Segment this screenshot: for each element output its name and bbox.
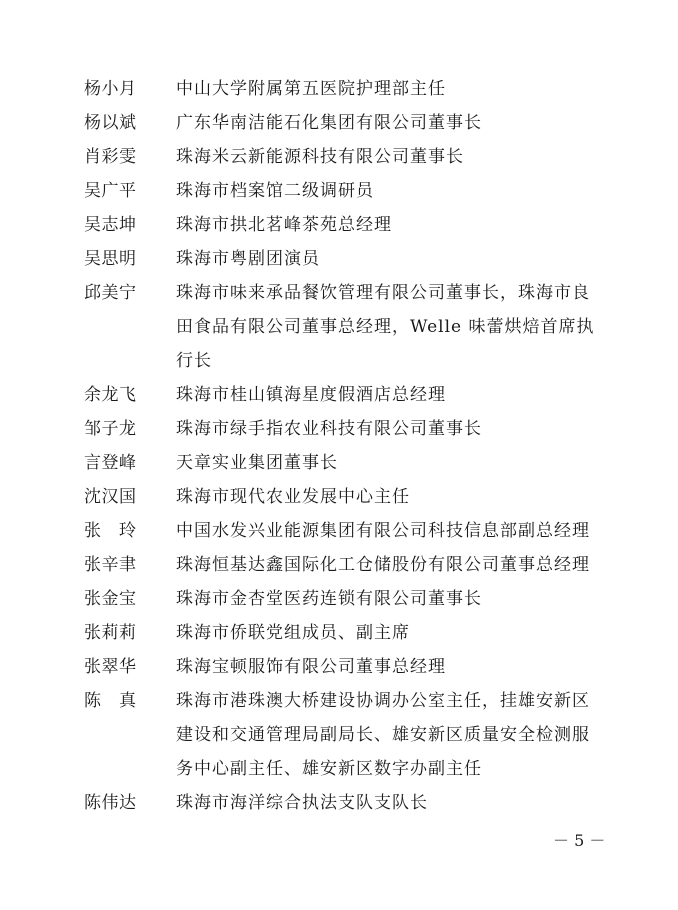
member-name: 邱美宁 — [84, 283, 137, 303]
member-name: 吴志坤 — [84, 215, 137, 235]
title-line: 珠海市粤剧团演员 — [176, 249, 320, 269]
member-name: 张 玲 — [84, 521, 137, 541]
member-name: 陈伟达 — [84, 793, 137, 813]
member-name: 张翠华 — [84, 657, 137, 677]
member-title — [176, 174, 596, 208]
title-line: 建设和交通管理局副局长、雄安新区质量安全检测服 — [176, 725, 590, 745]
title-line: 珠海市港珠澳大桥建设协调办公室主任，挂雄安新区 — [176, 691, 590, 711]
member-title — [176, 548, 596, 582]
title-line: 珠海恒基达鑫国际化工仓储股份有限公司董事总经理 — [176, 555, 590, 575]
member-title — [176, 582, 596, 616]
member-name: 陈 真 — [84, 691, 137, 711]
member-title — [176, 378, 596, 412]
member-title — [176, 72, 596, 106]
title-line: 珠海市侨联党组成员、副主席 — [176, 623, 410, 643]
member-title — [176, 276, 596, 378]
title-line: 珠海市金杏堂医药连锁有限公司董事长 — [176, 589, 482, 609]
title-line: 中山大学附属第五医院护理部主任 — [176, 79, 446, 99]
member-name: 张辛聿 — [84, 555, 137, 575]
member-title — [176, 208, 596, 242]
title-line: 珠海市海洋综合执法支队支队长 — [176, 793, 428, 813]
title-line: 行长 — [176, 351, 212, 371]
member-title — [176, 786, 596, 820]
title-line: 广东华南洁能石化集团有限公司董事长 — [176, 113, 482, 133]
member-name: 张金宝 — [84, 589, 137, 609]
title-line: 珠海市档案馆二级调研员 — [176, 181, 374, 201]
member-title — [176, 412, 596, 446]
member-name: 沈汉国 — [84, 487, 137, 507]
member-name: 吴思明 — [84, 249, 137, 269]
title-line: 田食品有限公司董事总经理，Welle 味蕾烘焙首席执 — [176, 317, 595, 337]
title-line: 珠海市绿手指农业科技有限公司董事长 — [176, 419, 482, 439]
member-name: 肖彩雯 — [84, 147, 137, 167]
member-title — [176, 650, 596, 684]
member-name: 言登峰 — [84, 453, 137, 473]
title-line: 珠海市拱北茗峰茶苑总经理 — [176, 215, 392, 235]
title-line: 珠海市桂山镇海星度假酒店总经理 — [176, 385, 446, 405]
member-title — [176, 140, 596, 174]
title-line: 珠海市味来承品餐饮管理有限公司董事长，珠海市良 — [176, 283, 590, 303]
member-title — [176, 514, 596, 548]
member-name: 吴广平 — [84, 181, 137, 201]
member-name: 邹子龙 — [84, 419, 137, 439]
title-line: 务中心副主任、雄安新区数字办副主任 — [176, 759, 482, 779]
member-name: 余龙飞 — [84, 385, 137, 405]
member-name: 张莉莉 — [84, 623, 137, 643]
member-title — [176, 446, 596, 480]
member-title — [176, 106, 596, 140]
title-line: 珠海市现代农业发展中心主任 — [176, 487, 410, 507]
member-title — [176, 242, 596, 276]
title-line: 中国水发兴业能源集团有限公司科技信息部副总经理 — [176, 521, 590, 541]
member-name: 杨小月 — [84, 79, 137, 99]
title-line: 珠海宝顿服饰有限公司董事总经理 — [176, 657, 446, 677]
member-title — [176, 684, 596, 786]
member-title — [176, 480, 596, 514]
title-line: 天章实业集团董事长 — [176, 453, 338, 473]
page-number: － 5 － — [553, 831, 606, 850]
member-name: 杨以斌 — [84, 113, 137, 133]
member-title — [176, 616, 596, 650]
title-line: 珠海米云新能源科技有限公司董事长 — [176, 147, 464, 167]
